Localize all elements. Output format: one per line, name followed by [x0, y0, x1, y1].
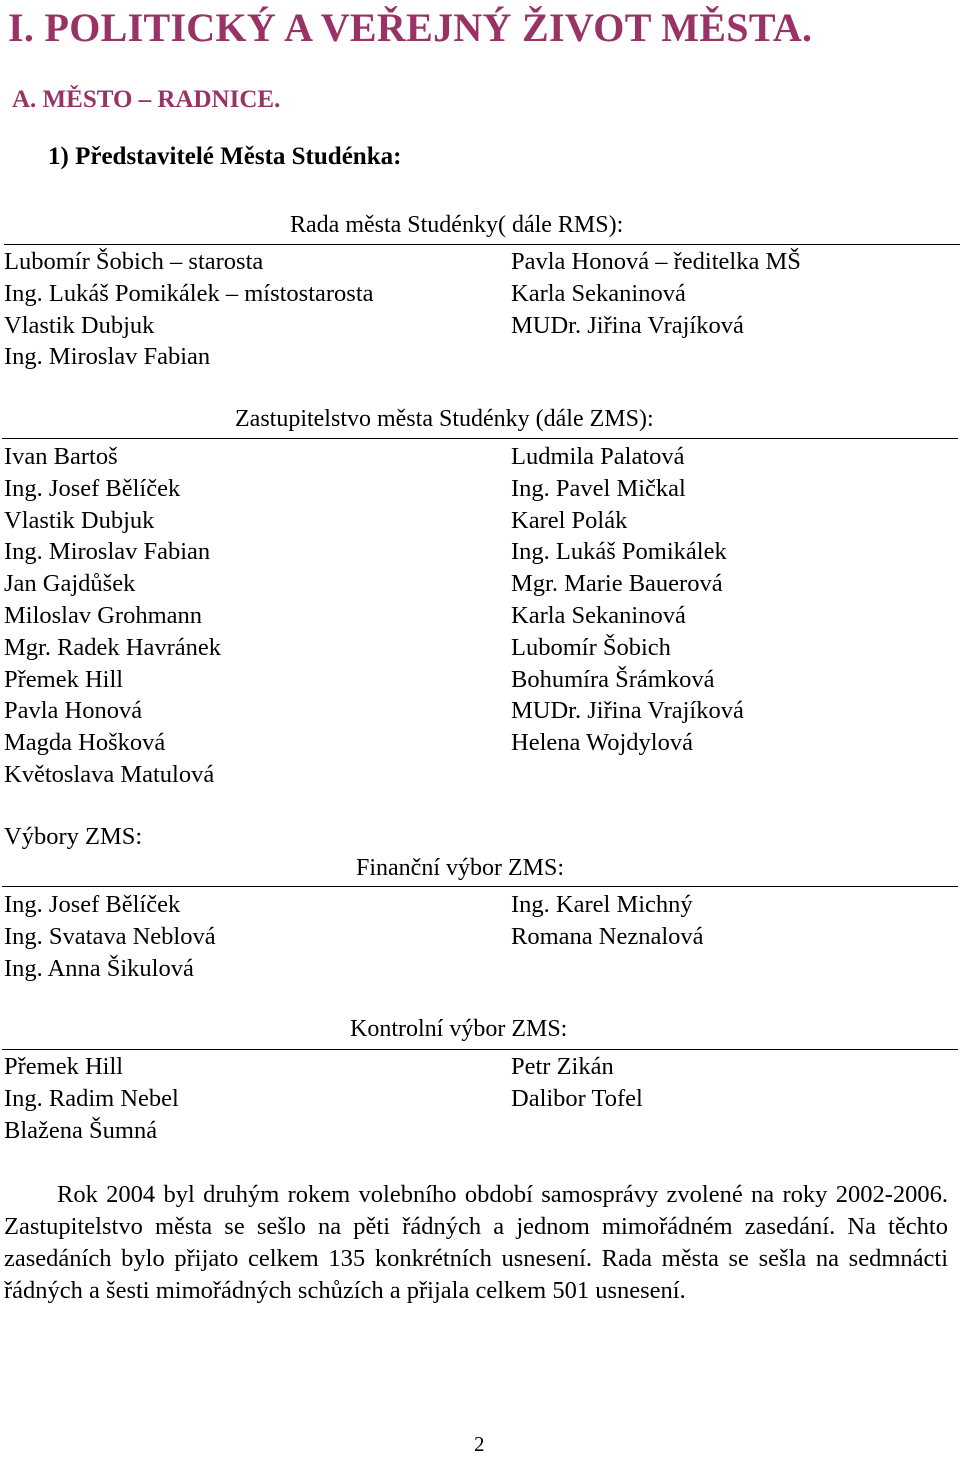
list-item: Květoslava Matulová	[4, 760, 215, 788]
subsection-title: A. MĚSTO – RADNICE.	[12, 86, 281, 113]
list-item: Lubomír Šobich – starosta	[4, 248, 264, 275]
financni-left-list	[4, 889, 216, 984]
list-item: Přemek Hill	[4, 1053, 124, 1080]
kontrolni-heading: Kontrolní výbor ZMS:	[350, 1016, 568, 1042]
list-item: Karla Sekaninová	[511, 279, 686, 307]
list-item: Mgr. Marie Bauerová	[511, 570, 723, 598]
list-item: Ing. Karel Michný	[511, 891, 693, 918]
list-item: Petr Zikán	[511, 1053, 614, 1080]
list-item: Ing. Lukáš Pomikálek – místostarosta	[4, 279, 374, 307]
list-item: Helena Wojdylová	[511, 729, 693, 757]
rms-right-list	[511, 246, 801, 341]
list-item: Vlastik Dubjuk	[4, 311, 155, 339]
list-item: Jan Gajdůšek	[4, 570, 136, 598]
list-item: Vlastik Dubjuk	[4, 506, 155, 534]
list-item: Romana Neznalová	[511, 922, 704, 950]
list-item: Karel Polák	[511, 506, 628, 534]
list-item: Ing. Lukáš Pomikálek	[511, 538, 727, 566]
kontrolni-left-list	[4, 1051, 179, 1146]
kontrolni-rule	[2, 1049, 958, 1050]
list-item: Ing. Pavel Mičkal	[511, 474, 686, 502]
list-item: Miloslav Grohmann	[4, 601, 203, 629]
list-item: Karla Sekaninová	[511, 601, 686, 629]
financni-rule	[2, 886, 958, 887]
list-item: Pavla Honová	[4, 697, 143, 725]
zms-heading: Zastupitelstvo města Studénky (dále ZMS):	[235, 406, 654, 432]
financni-right-list	[511, 889, 704, 953]
list-item: Ing. Miroslav Fabian	[4, 343, 211, 371]
list-item: Ing. Anna Šikulová	[4, 954, 194, 982]
zms-right-list	[511, 441, 744, 759]
zms-left-list	[4, 441, 221, 791]
section-title: 1) Představitelé Města Studénka:	[48, 143, 402, 170]
list-item: Ing. Josef Bělíček	[4, 474, 181, 502]
rms-rule	[4, 244, 960, 245]
rms-left-list	[4, 246, 374, 373]
kontrolni-right-list	[511, 1051, 643, 1115]
rms-heading: Rada města Studénky( dále RMS):	[290, 212, 624, 238]
financni-heading: Finanční výbor ZMS:	[356, 855, 564, 881]
vybory-label: Výbory ZMS:	[4, 823, 143, 850]
list-item: Dalibor Tofel	[511, 1084, 643, 1112]
list-item: Přemek Hill	[4, 665, 124, 693]
list-item: Blažena Šumná	[4, 1116, 158, 1144]
list-item: Magda Hošková	[4, 729, 166, 757]
list-item: MUDr. Jiřina Vrajíková	[511, 311, 744, 339]
list-item: Pavla Honová – ředitelka MŠ	[511, 248, 801, 275]
summary-paragraph: Rok 2004 byl druhým rokem volebního období samosprávy zvolené na roky 2002-2006. Zastupitelstvo města se sešlo na pěti řádných a jednom mimořádném zasedání. Na těchto zasedáních bylo přijato celkem 135 konkrétních usnesení. Rada města se sešla na sedmnácti řádných a šesti mimořádných schůzích a přijala celkem 501 usnesení.	[4, 1181, 948, 1304]
list-item: Mgr. Radek Havránek	[4, 633, 222, 661]
list-item: MUDr. Jiřina Vrajíková	[511, 697, 744, 725]
zms-rule	[2, 438, 958, 439]
list-item: Ing. Miroslav Fabian	[4, 538, 211, 566]
page-title: I. POLITICKÝ A VEŘEJNÝ ŽIVOT MĚSTA.	[8, 5, 813, 50]
list-item: Ivan Bartoš	[4, 443, 118, 470]
list-item: Lubomír Šobich	[511, 633, 671, 661]
page-number: 2	[474, 1432, 485, 1456]
list-item: Ing. Josef Bělíček	[4, 891, 181, 918]
list-item: Ing. Radim Nebel	[4, 1084, 179, 1112]
list-item: Ing. Svatava Neblová	[4, 922, 216, 950]
list-item: Bohumíra Šrámková	[511, 665, 715, 693]
list-item: Ludmila Palatová	[511, 443, 685, 470]
